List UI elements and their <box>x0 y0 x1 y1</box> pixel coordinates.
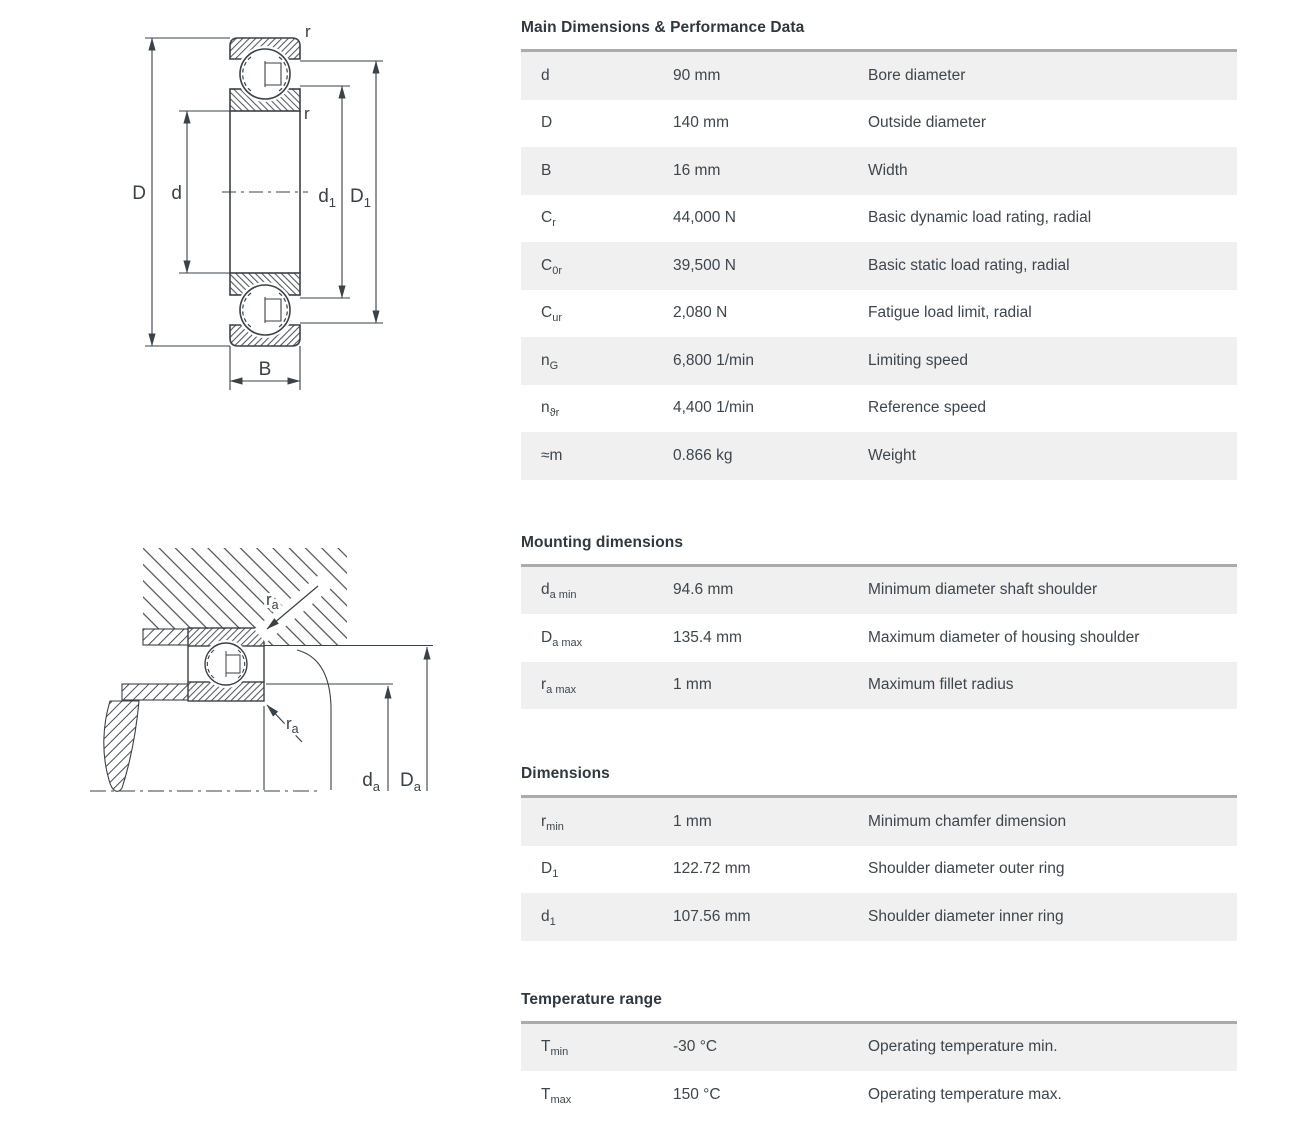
row-Tmax <box>521 1071 1237 1119</box>
dimension-Da <box>400 647 427 794</box>
label-d: d <box>171 183 182 204</box>
svg-text:ra: $r_a$ <box>286 714 299 736</box>
svg-text:da: $d_a$ <box>362 770 380 794</box>
row-ra-max <box>521 662 1237 710</box>
description: Maximum diameter of housing shoulder <box>868 628 1140 646</box>
symbol: d <box>541 66 550 84</box>
description: Width <box>868 161 908 179</box>
row-D <box>521 100 1237 148</box>
label-r-top: r <box>305 22 311 41</box>
fillet-ra-bottom <box>267 705 302 742</box>
value: 39,500 N <box>673 256 736 274</box>
row-d1 <box>521 893 1237 941</box>
value: 2,080 N <box>673 304 728 322</box>
section-dimensions <box>521 763 1237 941</box>
symbol: $r_{min}$ <box>541 812 564 833</box>
value: 1 mm <box>673 812 712 830</box>
value: 135.4 mm <box>673 628 742 646</box>
symbol: $D_{a max}$ <box>541 628 583 649</box>
description: Minimum diameter shaft shoulder <box>868 581 1098 599</box>
symbol: $C_{0r}$ <box>541 256 562 277</box>
symbol: $T_{max}$ <box>541 1085 572 1106</box>
value: 122.72 mm <box>673 860 751 878</box>
label-r-inner: r <box>304 104 310 123</box>
row-rmin <box>521 798 1237 846</box>
section-temperature-range <box>521 989 1237 1119</box>
value: 1 mm <box>673 676 712 694</box>
row-nG <box>521 337 1237 385</box>
bearing-cross-section-drawing <box>95 15 400 405</box>
symbol: $n_G$ <box>541 351 559 372</box>
svg-text:ra: $r_a$ <box>266 590 279 612</box>
symbol: B <box>541 161 552 179</box>
value: 140 mm <box>673 114 729 132</box>
value: 94.6 mm <box>673 581 734 599</box>
description: Shoulder diameter outer ring <box>868 860 1065 878</box>
description: Minimum chamfer dimension <box>868 812 1067 830</box>
description: Operating temperature min. <box>868 1038 1058 1056</box>
description: Bore diameter <box>868 66 966 84</box>
description: Weight <box>868 446 916 464</box>
row-Cur <box>521 290 1237 338</box>
label-d1: $d_1$ <box>318 186 336 210</box>
symbol: $T_{min}$ <box>541 1038 569 1059</box>
bearing-mounting-drawing <box>80 540 440 802</box>
description: Outside diameter <box>868 114 987 132</box>
label-B: B <box>258 359 272 380</box>
section-title: Mounting dimensions <box>521 533 684 551</box>
ball <box>205 643 247 685</box>
section-title: Dimensions <box>521 765 610 782</box>
spec-tables <box>521 17 1237 1119</box>
label-D1: $D_1$ <box>350 186 371 210</box>
section-title: Main Dimensions & Performance Data <box>521 19 805 36</box>
section-title: Temperature range <box>521 990 662 1008</box>
row-d <box>521 52 1237 100</box>
symbol: ≈m <box>541 446 563 464</box>
value: 16 mm <box>673 161 721 179</box>
row-Cr <box>521 195 1237 243</box>
shaft-end <box>104 701 139 791</box>
row-Da-max <box>521 614 1237 662</box>
value: 44,000 N <box>673 209 736 227</box>
symbol: $C_{ur}$ <box>541 304 562 325</box>
row-B <box>521 147 1237 195</box>
value: 6,800 1/min <box>673 351 754 369</box>
symbol: $C_r$ <box>541 209 556 230</box>
symbol: D <box>541 114 553 132</box>
shaft-seat <box>122 684 188 700</box>
row-D1 <box>521 846 1237 894</box>
svg-text:Da: $D_a$ <box>400 770 421 794</box>
value: 150 °C <box>673 1085 721 1103</box>
value: 90 mm <box>673 66 721 84</box>
housing-seat <box>143 629 188 645</box>
ball-bottom <box>240 285 290 335</box>
symbol: $n_{ϑr}$ <box>541 399 560 420</box>
description: Limiting speed <box>868 351 968 369</box>
section-main-dimensions <box>521 17 1237 480</box>
symbol: $r_{a max}$ <box>541 676 577 697</box>
symbol: $d_{a min}$ <box>541 581 577 602</box>
description: Operating temperature max. <box>868 1085 1062 1103</box>
row-C0r <box>521 242 1237 290</box>
dimension-da <box>266 684 393 794</box>
description: Basic static load rating, radial <box>868 256 1070 274</box>
value: -30 °C <box>673 1038 718 1056</box>
value: 4,400 1/min <box>673 399 754 417</box>
shaft-shoulder-curve <box>297 650 331 790</box>
description: Fatigue load limit, radial <box>868 304 1032 322</box>
label-D: D <box>132 183 146 204</box>
section-mounting-dimensions <box>521 532 1237 710</box>
row-weight <box>521 432 1237 480</box>
value: 107.56 mm <box>673 907 751 925</box>
description: Maximum fillet radius <box>868 676 1014 694</box>
description: Shoulder diameter inner ring <box>868 907 1064 925</box>
row-nthr <box>521 385 1237 433</box>
row-Tmin <box>521 1024 1237 1072</box>
symbol: $D_1$ <box>541 860 559 881</box>
description: Basic dynamic load rating, radial <box>868 209 1092 227</box>
row-da-min <box>521 567 1237 615</box>
ball-top <box>240 49 290 99</box>
symbol: $d_1$ <box>541 907 556 928</box>
value: 0.866 kg <box>673 446 733 464</box>
description: Reference speed <box>868 399 987 417</box>
